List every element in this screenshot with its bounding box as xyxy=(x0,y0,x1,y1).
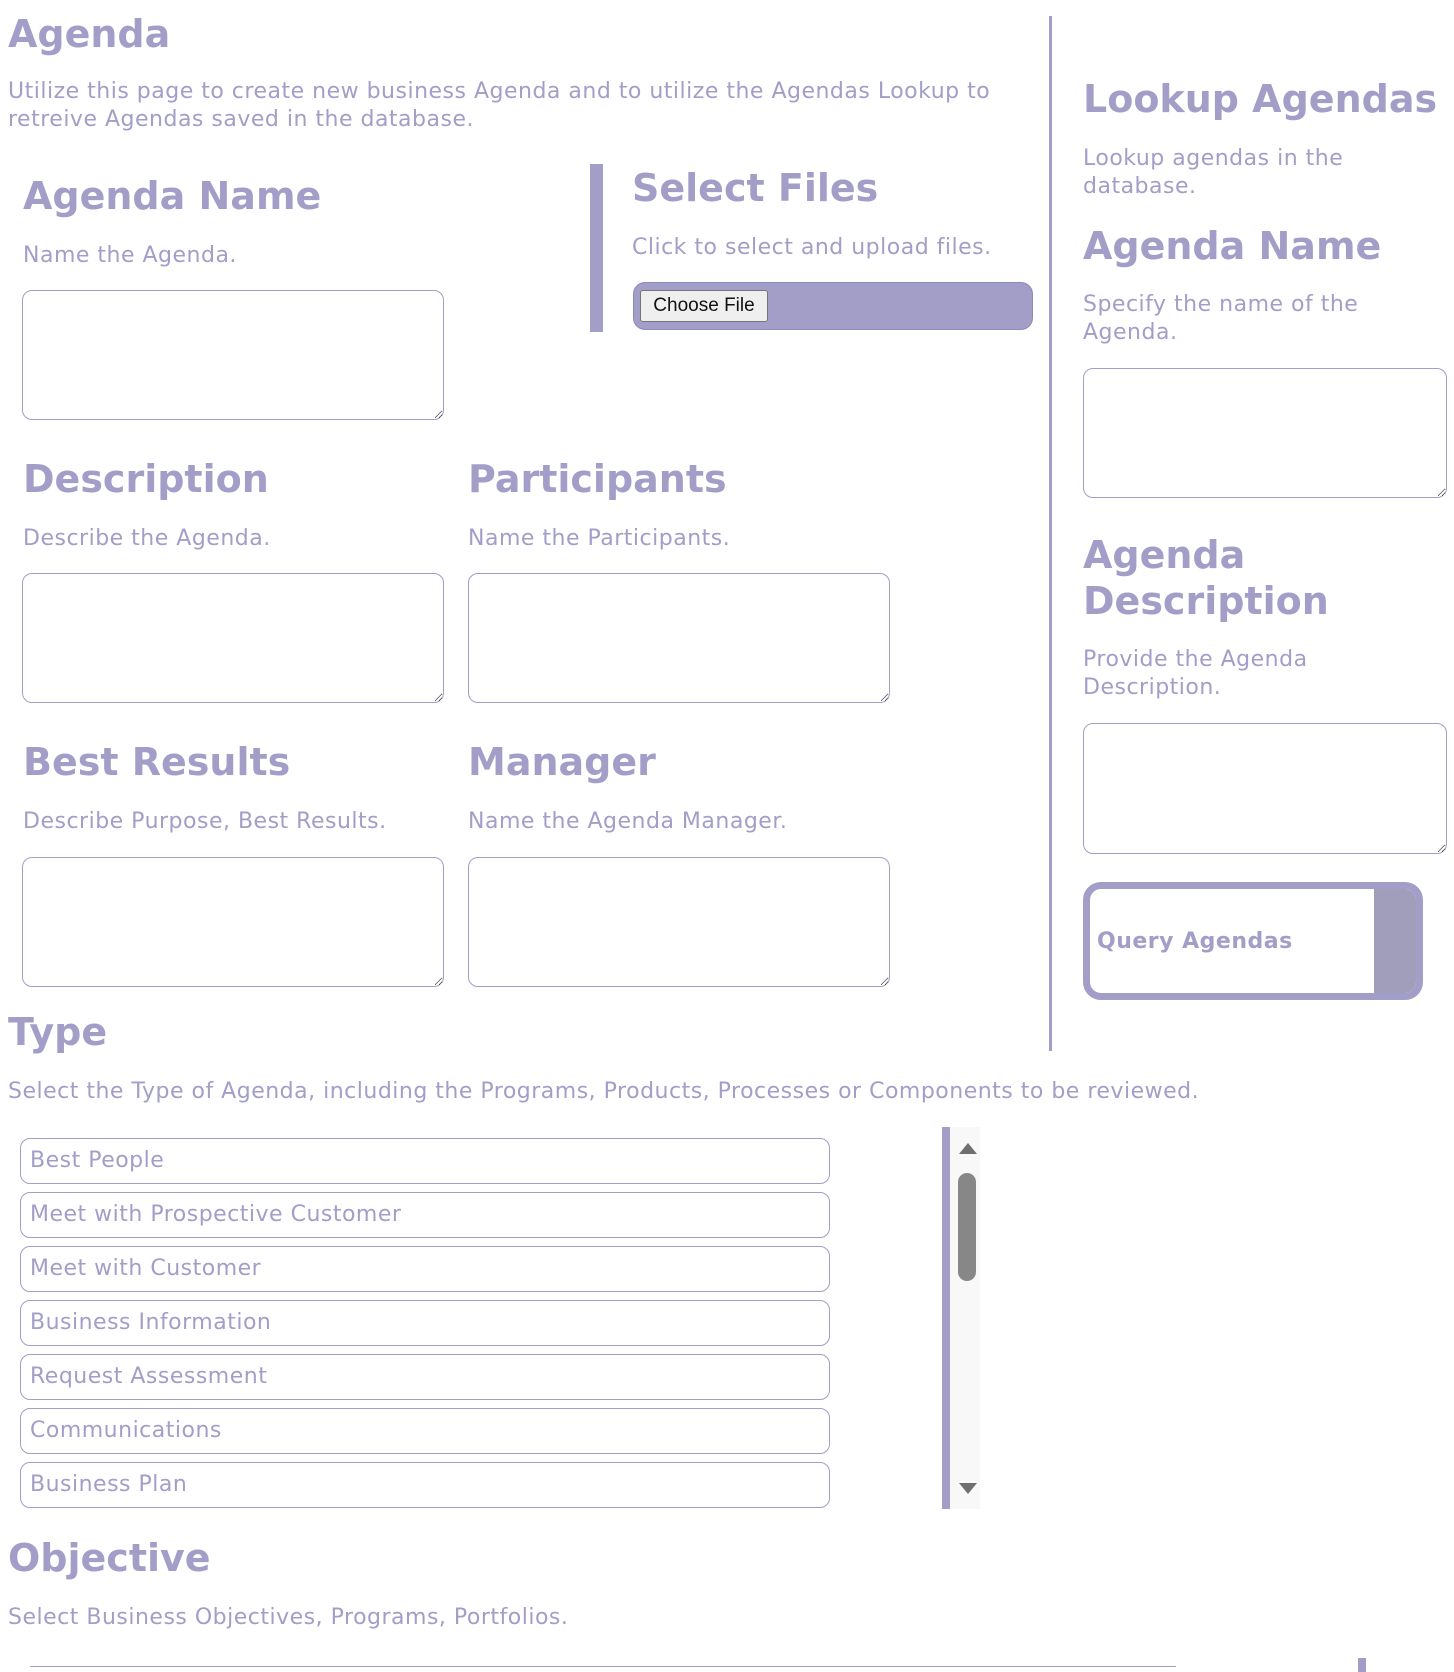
page-title: Agenda xyxy=(8,12,171,56)
query-button-side xyxy=(1374,889,1416,993)
type-option[interactable]: Communications xyxy=(20,1408,830,1454)
lookup-title: Lookup Agendas xyxy=(1083,77,1438,121)
objective-list-top-edge xyxy=(30,1666,1176,1667)
scroll-up-arrow-icon[interactable] xyxy=(959,1143,977,1154)
lookup-agenda-name-input[interactable] xyxy=(1083,368,1447,498)
manager-heading: Manager xyxy=(468,740,656,784)
lookup-agenda-description-heading: Agenda Description xyxy=(1083,533,1329,623)
scrollbar-edge xyxy=(942,1127,950,1509)
participants-heading: Participants xyxy=(468,457,727,501)
type-option[interactable]: Meet with Customer xyxy=(20,1246,830,1292)
lookup-agenda-description-help: Provide the Agenda Description. xyxy=(1083,647,1308,700)
lookup-agenda-name-heading: Agenda Name xyxy=(1083,224,1382,268)
lookup-intro: Lookup agendas in the database. xyxy=(1083,146,1344,199)
select-files-divider xyxy=(590,164,603,332)
select-files-help: Click to select and upload files. xyxy=(632,235,992,260)
lookup-agenda-description-input[interactable] xyxy=(1083,723,1447,854)
manager-input[interactable] xyxy=(468,857,890,987)
type-option[interactable]: Best People xyxy=(20,1138,830,1184)
objective-help: Select Business Objectives, Programs, Portfolios. xyxy=(8,1605,569,1630)
best-results-heading: Best Results xyxy=(23,740,291,784)
type-heading: Type xyxy=(8,1010,108,1054)
manager-help: Name the Agenda Manager. xyxy=(468,809,788,834)
best-results-input[interactable] xyxy=(22,857,444,987)
agenda-name-heading: Agenda Name xyxy=(23,174,322,218)
type-option[interactable]: Meet with Prospective Customer xyxy=(20,1192,830,1238)
query-agendas-label: Query Agendas xyxy=(1097,928,1293,954)
select-files-heading: Select Files xyxy=(632,166,879,210)
agenda-name-input[interactable] xyxy=(22,290,444,420)
agenda-name-help: Name the Agenda. xyxy=(23,243,237,268)
description-input[interactable] xyxy=(22,573,444,703)
choose-file-button[interactable]: Choose File xyxy=(640,290,768,322)
lookup-agenda-name-help: Specify the name of the Agenda. xyxy=(1083,292,1359,345)
description-heading: Description xyxy=(23,457,269,501)
type-option[interactable]: Request Assessment xyxy=(20,1354,830,1400)
scroll-down-arrow-icon[interactable] xyxy=(959,1483,977,1494)
best-results-help: Describe Purpose, Best Results. xyxy=(23,809,387,834)
participants-help: Name the Participants. xyxy=(468,526,731,551)
objective-heading: Objective xyxy=(8,1536,211,1580)
query-agendas-button[interactable] xyxy=(1083,882,1423,1000)
type-option[interactable]: Business Information xyxy=(20,1300,830,1346)
page-intro: Utilize this page to create new business Agenda and to utilize the Agendas Lookup to retreive Agendas saved in the database. xyxy=(8,79,991,132)
file-upload-input[interactable] xyxy=(633,282,1033,330)
type-option[interactable]: Business Plan xyxy=(20,1462,830,1508)
scrollbar-thumb[interactable] xyxy=(958,1173,976,1281)
description-help: Describe the Agenda. xyxy=(23,526,271,551)
column-divider xyxy=(1049,16,1052,1051)
participants-input[interactable] xyxy=(468,573,890,703)
type-help: Select the Type of Agenda, including the Programs, Products, Processes or Components to be reviewed. xyxy=(8,1079,1200,1104)
objective-scrollbar-edge xyxy=(1358,1658,1366,1672)
type-list-scrollbar[interactable] xyxy=(942,1127,980,1509)
